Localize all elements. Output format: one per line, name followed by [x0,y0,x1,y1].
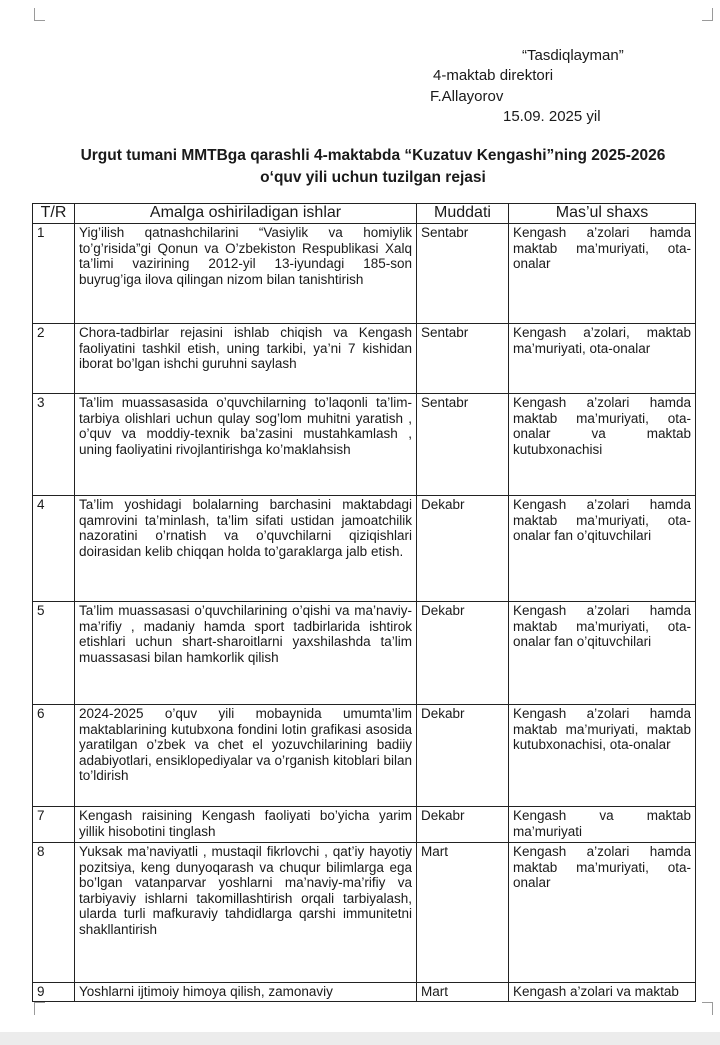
row-activity: Ta’lim muassasasida o’quvchilarning to’laqonli ta’lim-tarbiya olishlari uchun qulay sog’lom muhitni yaratish , o’quv va moddiy-texnik ba’zasini mustahkamlash , uning faoliyatini rivojlantirishga ko’maklahsish [75,394,417,496]
row-number: 3 [33,394,75,496]
row-deadline: Dekabr [417,807,509,843]
crop-mark-bottom-right [702,1002,713,1015]
row-activity: Kengash raisining Kengash faoliyati bo’yicha yarim yillik hisobotini tinglash [75,807,417,843]
row-deadline: Sentabr [417,394,509,496]
row-responsible: Kengash a’zolari hamda maktab ma’muriyati, ota-onalar [509,224,696,324]
crop-mark-bottom-left [34,1002,45,1015]
header-deadline: Muddati [417,204,509,224]
table-row [33,496,696,602]
table-row [33,843,696,983]
row-deadline: Sentabr [417,324,509,394]
row-activity: Yoshlarni ijtimoiy himoya qilish, zamonaviy [75,983,417,1002]
page-bottom-edge [0,1032,720,1045]
table-row [33,983,696,1002]
row-activity: Yig’ilish qatnashchilarini “Vasiylik va homiylik to’g’risida”gi Qonun va O’zbekiston Respublikasi Xalq ta’limi vazirining 2012-yil 13-iyundagi 185-son buyrug’iga ilova qilingan nizom bilan tanishtirish [75,224,417,324]
row-responsible: Kengash a’zolari hamda maktab ma’muriyati, ota-onalar fan o’qituvchilari [509,602,696,705]
crop-mark-top-left [34,8,45,21]
row-number: 6 [33,705,75,807]
crop-mark-top-right [702,8,713,21]
table-row [33,224,696,324]
row-responsible: Kengash a’zolari hamda maktab ma’muriyati, ota-onalar va maktab kutubxonachisi [509,394,696,496]
row-deadline: Dekabr [417,602,509,705]
row-responsible: Kengash a’zolari, maktab ma’muriyati, ota-onalar [509,324,696,394]
row-deadline: Dekabr [417,705,509,807]
table-header-row [33,204,696,224]
row-number: 5 [33,602,75,705]
row-responsible: Kengash a’zolari hamda maktab ma’muriyati, ota-onalar fan o’qituvchilari [509,496,696,602]
row-activity: Ta’lim muassasasi o’quvchilarining o’qishi va ma’naviy-ma’rifiy , madaniy hamda sport tadbirlarida ishtirok etishlari uchun shart-sharoitlarni yaxshilashda ta’lim muassasasi bilan hamkorlik qilish [75,602,417,705]
table-row [33,807,696,843]
row-deadline: Dekabr [417,496,509,602]
table-row [33,324,696,394]
row-activity: Yuksak ma’naviyatli , mustaqil fikrlovchi , qat’iy hayotiy pozitsiya, keng dunyoqarash va chuqur bilimlarga ega bo’lgan vatanparvar yoshlarni ma’naviy-ma’rifiy va tarbiyaviy ishlarni takomillashtirish orqali tarbiyalash, ularda turli mafkuraviy tahdidlarga qarshi immunitetni shakllantirish [75,843,417,983]
row-deadline: Mart [417,843,509,983]
title-line-1: Urgut tumani MMTBga qarashli 4-maktabda “Kuzatuv Kengashi”ning 2025-2026 [80,147,666,164]
row-number: 1 [33,224,75,324]
approval-heading: “Tasdiqlayman” [522,47,624,64]
row-responsible: Kengash a’zolari hamda maktab ma’muriyati, maktab kutubxonachisi, ota-onalar [509,705,696,807]
row-activity: Ta’lim yoshidagi bolalarning barchasini maktabdagi qamrovini ta’minlash, ta’lim sifati ustidan jamoatchilik nazoratini o’rnatish va o’quvchilarni qiziqishlari doirasidan kelib chiqqan holda to’garaklarga jalb etish. [75,496,417,602]
row-number: 9 [33,983,75,1002]
title-line-2: o‘quv yili uchun tuzilgan rejasi [260,169,486,186]
plan-table [32,203,696,1002]
document-title [30,145,716,189]
row-responsible: Kengash a’zolari hamda maktab ma’muriyati, ota-onalar [509,843,696,983]
row-number: 7 [33,807,75,843]
row-deadline: Sentabr [417,224,509,324]
row-responsible: Kengash a’zolari va maktab [509,983,696,1002]
header-number: T/R [33,204,75,224]
row-number: 4 [33,496,75,602]
table-row [33,394,696,496]
row-deadline: Mart [417,983,509,1002]
row-activity: 2024-2025 o’quv yili mobaynida umumta’lim maktablarining kutubxona fondini lotin grafikasi asosida yaratilgan o’zbek va chet el yozuvchilarining badiiy adabiyotlari, ensiklopediyalar va o’rganish kitoblari bilan to’ldirish [75,705,417,807]
approval-date: 15.09. 2025 yil [503,108,601,125]
approval-position: 4-maktab direktori [433,67,554,84]
row-responsible: Kengash va maktab ma’muriyati [509,807,696,843]
approval-name: F.Allayorov [430,88,504,105]
table-row [33,705,696,807]
header-activities: Amalga oshiriladigan ishlar [75,204,417,224]
header-responsible: Mas’ul shaxs [509,204,696,224]
table-row [33,602,696,705]
row-activity: Chora-tadbirlar rejasini ishlab chiqish va Kengash faoliyatini tashkil etish, uning tarkibi, ya’ni 7 kishidan iborat bo’lgan ishchi guruhni saylash [75,324,417,394]
row-number: 8 [33,843,75,983]
row-number: 2 [33,324,75,394]
